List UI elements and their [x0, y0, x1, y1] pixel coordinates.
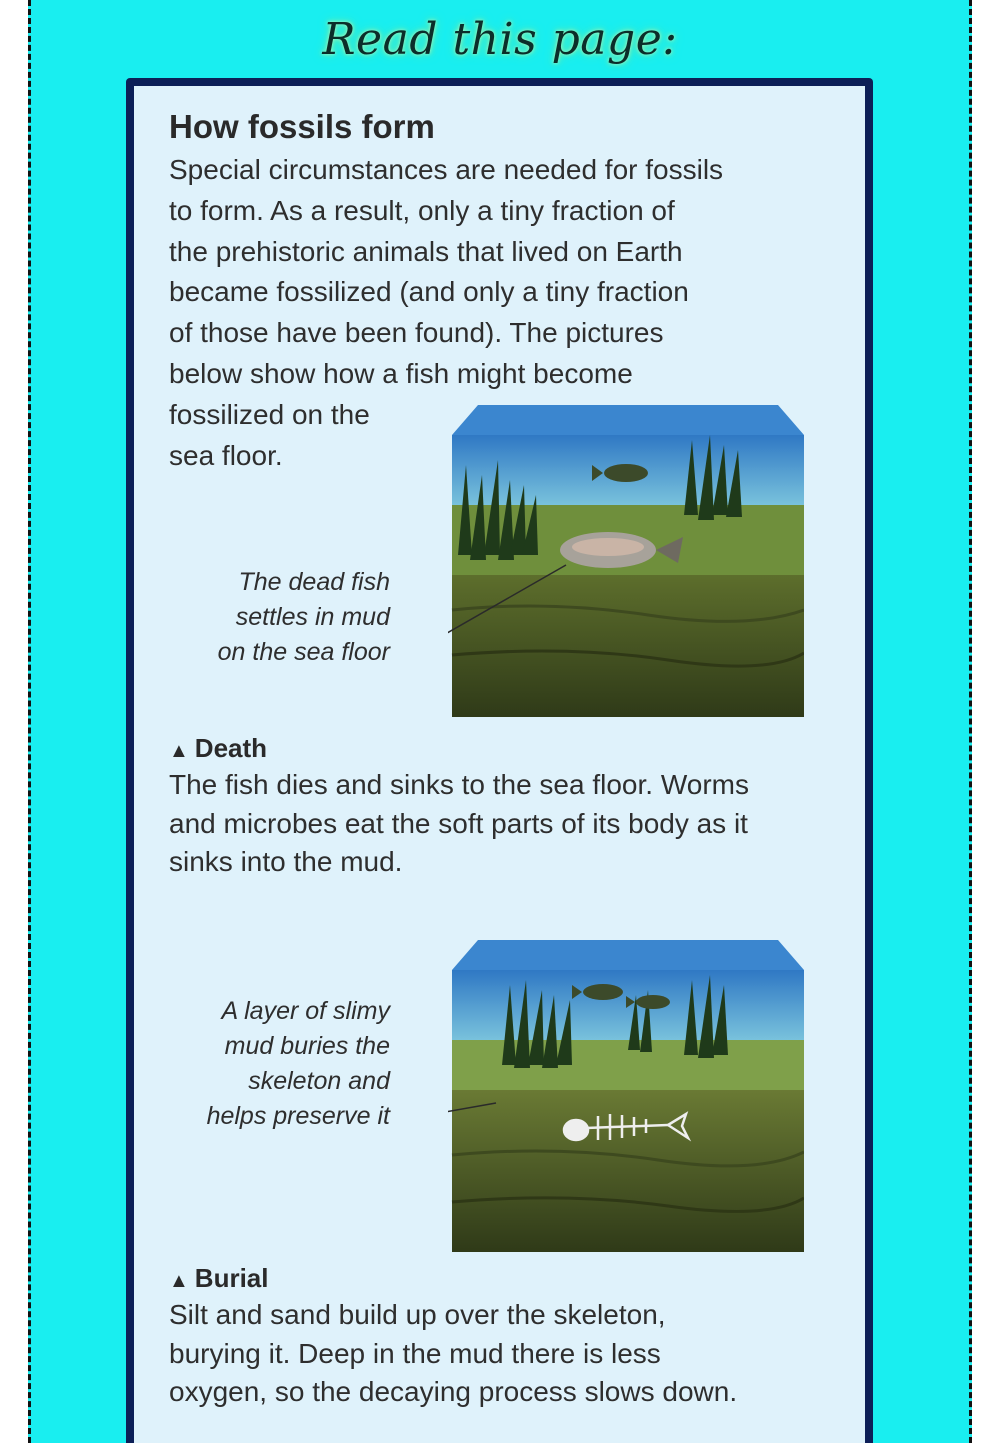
caption-line: The dead fish — [238, 568, 390, 596]
intro-line: of those have been found). The pictures — [169, 317, 664, 349]
water-surface — [452, 940, 804, 970]
burial-line: oxygen, so the decaying process slows down. — [169, 1376, 738, 1407]
article-heading: How fossils form — [169, 108, 435, 145]
intro-line: to form. As a result, only a tiny fraction of — [169, 194, 675, 226]
caption-line: helps preserve it — [206, 1102, 390, 1130]
triangle-up-icon: ▲ — [169, 1270, 189, 1292]
death-line: and microbes eat the soft parts of its body as it — [169, 807, 748, 839]
caption-line: mud buries the — [224, 1032, 390, 1060]
death-caption — [150, 565, 390, 670]
caption-line: skeleton and — [248, 1067, 390, 1095]
death-title: Death — [194, 733, 268, 763]
burial-line: Silt and sand build up over the skeleton, — [169, 1299, 666, 1330]
intro-line: fossilized on the — [169, 398, 370, 430]
burial-illustration — [448, 940, 804, 1252]
caption-line: settles in mud — [235, 603, 390, 631]
death-heading — [169, 733, 267, 764]
burial-heading — [169, 1263, 268, 1294]
mud-layers — [452, 1090, 804, 1252]
burial-line: burying it. Deep in the mud there is less — [169, 1337, 661, 1369]
intro-line: became fossilized (and only a tiny fraction — [169, 276, 689, 308]
caption-line: A layer of slimy — [221, 997, 390, 1025]
death-line: The fish dies and sinks to the sea floor. Worms — [169, 769, 749, 800]
death-illustration — [448, 405, 804, 717]
intro-line: the prehistoric animals that lived on Earth — [169, 235, 683, 267]
triangle-up-icon: ▲ — [169, 740, 189, 762]
burial-caption — [150, 994, 390, 1134]
intro-line: Special circumstances are needed for fossils — [169, 154, 724, 185]
caption-line: on the sea floor — [217, 638, 390, 666]
water-surface — [452, 405, 804, 435]
death-line: sinks into the mud. — [169, 846, 403, 877]
death-paragraph — [169, 766, 749, 882]
mud-layers — [452, 575, 804, 717]
banner-title: Read this page: — [322, 14, 678, 65]
burial-paragraph — [169, 1296, 737, 1412]
intro-line: sea floor. — [169, 439, 283, 471]
intro-line: below show how a fish might become — [169, 357, 633, 389]
burial-title: Burial — [194, 1263, 269, 1293]
